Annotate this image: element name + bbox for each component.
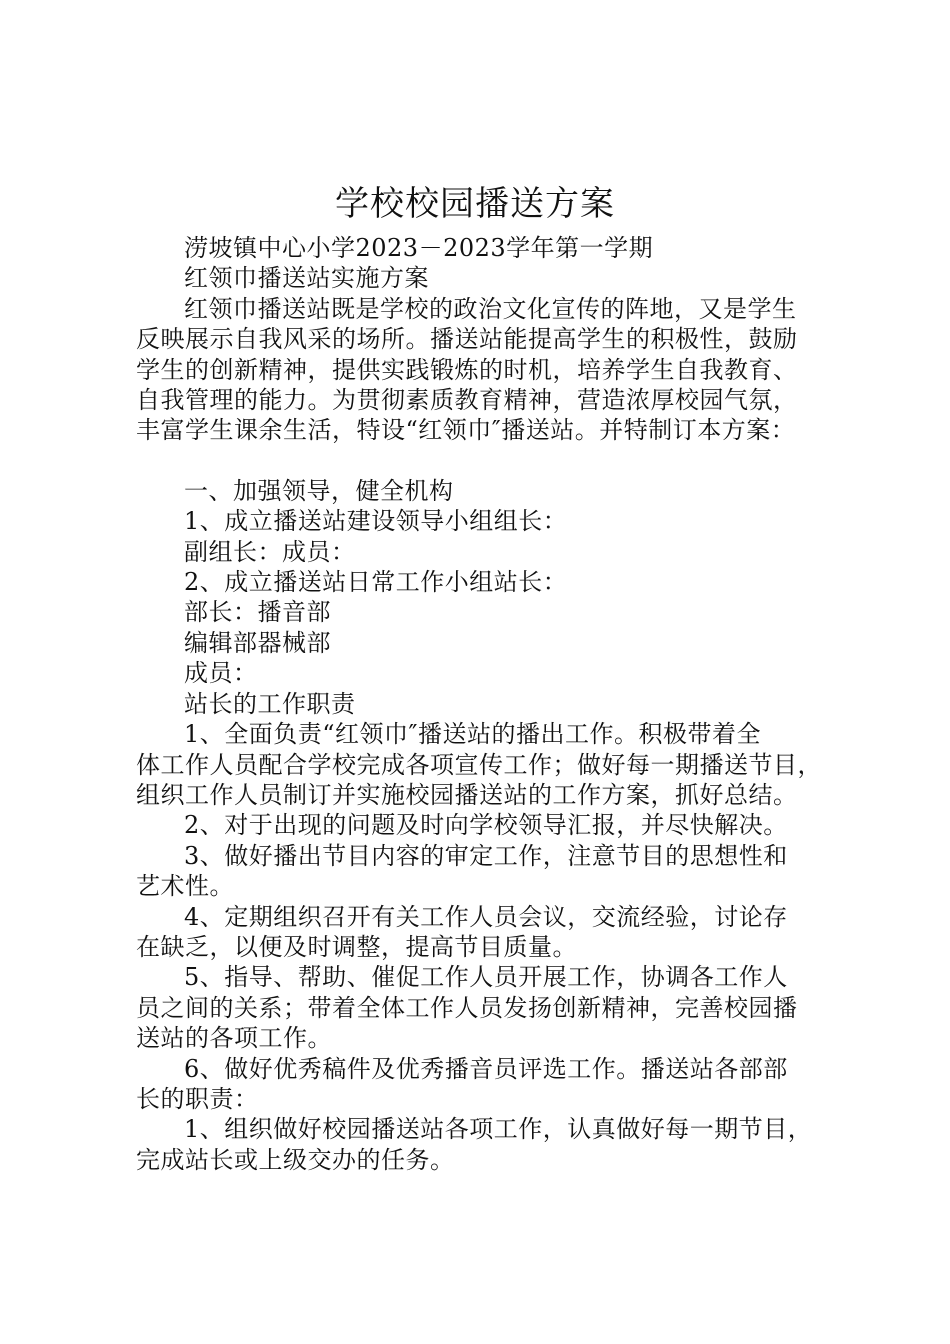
- plan-subtitle: 红领巾播送站实施方案: [184, 264, 429, 293]
- intro-line: 红领巾播送站既是学校的政治文化宣传的阵地，又是学生: [184, 294, 797, 323]
- duty-line: 送站的各项工作。: [136, 1024, 332, 1053]
- duty-line: 3、做好播出节目内容的审定工作，注意节目的思想性和: [184, 841, 788, 870]
- duty-line: 完成站长或上级交办的任务。: [136, 1145, 455, 1174]
- duty-line: 长的职责：: [136, 1084, 259, 1113]
- duty-line: 艺术性。: [136, 872, 234, 901]
- body-line: 1、成立播送站建设领导小组组长：: [184, 507, 568, 536]
- duty-line: 体工作人员配合学校完成各项宣传工作；做好每一期播送节目，: [136, 750, 822, 779]
- intro-line: 丰富学生课余生活，特设“红领巾″播送站。并特制订本方案：: [136, 416, 796, 445]
- duty-line: 组织工作人员制订并实施校园播送站的工作方案，抓好总结。: [136, 780, 798, 809]
- document-body: [136, 233, 826, 1175]
- intro-line: 反映展示自我风采的场所。播送站能提高学生的积极性，鼓励: [136, 325, 798, 354]
- duty-line: 6、做好优秀稿件及优秀播音员评选工作。播送站各部部: [184, 1054, 788, 1083]
- subsection-heading: 站长的工作职责: [184, 689, 356, 718]
- intro-line: 学生的创新精神，提供实践锻炼的时机，培养学生自我教育、: [136, 355, 798, 384]
- duty-line: 5、指导、帮助、催促工作人员开展工作，协调各工作人: [184, 963, 788, 992]
- body-line: 编辑部器械部: [184, 628, 331, 657]
- duty-line: 在缺乏，以便及时调整，提高节目质量。: [136, 932, 577, 961]
- intro-line: 自我管理的能力。为贯彻素质教育精神，营造浓厚校园气氛，: [136, 386, 798, 415]
- section-heading: 一、加强领导，健全机构: [184, 476, 454, 505]
- duty-line: 2、对于出现的问题及时向学校领导汇报，并尽快解决。: [184, 811, 788, 840]
- duty-line: 1、全面负责“红领巾″播送站的播出工作。积极带着全: [184, 720, 762, 749]
- school-term-line: 涝坡镇中心小学2023－2023学年第一学期: [184, 234, 654, 262]
- document-title: 学校校园播送方案: [335, 184, 615, 224]
- body-line: 副组长：成员：: [184, 537, 356, 566]
- duty-line: 1、组织做好校园播送站各项工作，认真做好每一期节目，: [184, 1115, 813, 1144]
- body-line: 成员：: [184, 659, 258, 688]
- body-line: 2、成立播送站日常工作小组站长：: [184, 568, 568, 597]
- duty-line: 4、定期组织召开有关工作人员会议，交流经验，讨论存: [184, 902, 788, 931]
- duty-line: 员之间的关系；带着全体工作人员发扬创新精神，完善校园播: [136, 993, 798, 1022]
- body-line: 部长：播音部: [184, 598, 331, 627]
